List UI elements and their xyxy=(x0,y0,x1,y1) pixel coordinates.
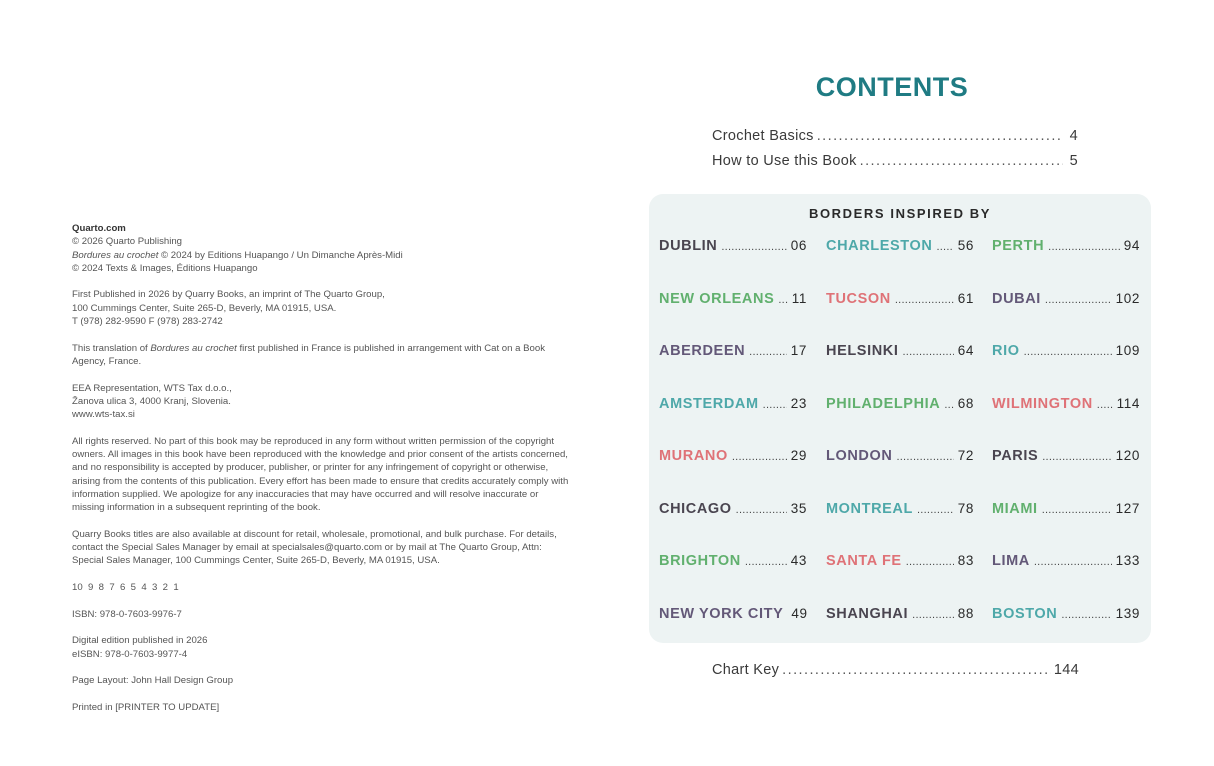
toc-entry-chart-key[interactable] xyxy=(712,662,1079,678)
dot-leader xyxy=(732,448,787,464)
dot-leader xyxy=(895,291,954,307)
rights-line: owners. All images in this book have been reproduced with the knowledge and prior consent of the artists concerned, xyxy=(72,449,568,461)
dot-leader xyxy=(944,396,953,412)
city-name: SANTA FE xyxy=(826,553,902,569)
toc-entry-how-to-use[interactable] xyxy=(712,153,1078,169)
city-page: 35 xyxy=(790,500,807,516)
dot-leader xyxy=(749,343,787,359)
dot-leader xyxy=(1061,606,1111,622)
dot-leader xyxy=(745,553,787,569)
translation-rest: first published in France is published in arrangement with Cat on a Book xyxy=(236,342,546,354)
rights-line: All rights reserved. No part of this book may be reproduced in any form without written permission of the copyright xyxy=(72,435,555,447)
original-title: Bordures au crochet xyxy=(72,249,159,261)
rights-line: information supplied. We apologize for any inaccuracies that may have occurred and will resolve inaccurate or xyxy=(72,488,539,500)
city-page: 88 xyxy=(957,605,974,621)
eea-line: EEA Representation, WTS Tax d.o.o., xyxy=(72,382,232,394)
city-name: ABERDEEN xyxy=(659,343,746,359)
city-page: 68 xyxy=(957,395,974,411)
copyright-block-digital xyxy=(72,634,572,661)
city-page: 23 xyxy=(790,395,807,411)
dot-leader xyxy=(1034,553,1112,569)
toc-entry-label: How to Use this Book xyxy=(712,153,857,169)
city-entry-aberdeen[interactable] xyxy=(659,343,807,359)
eea-address: Žanova ulica 3, 4000 Kranj, Slovenia. xyxy=(72,395,231,407)
city-entry-boston[interactable] xyxy=(992,606,1140,622)
city-page: 64 xyxy=(957,343,974,358)
copyright-page xyxy=(72,222,572,727)
city-entry-helsinki[interactable] xyxy=(826,343,974,359)
dot-leader xyxy=(817,128,1063,144)
toc-entry-page: 144 xyxy=(1053,662,1079,678)
published-phone: T (978) 282-9590 F (978) 283-2742 xyxy=(72,316,223,328)
city-name: PHILADELPHIA xyxy=(826,395,941,412)
digital-edition: Digital edition published in 2026 xyxy=(72,635,208,647)
city-page: 109 xyxy=(1115,343,1140,358)
city-name: PARIS xyxy=(992,448,1039,464)
city-entry-rio[interactable] xyxy=(992,343,1140,359)
city-entry-montreal[interactable] xyxy=(826,501,974,517)
toc-entry-page: 5 xyxy=(1069,153,1078,169)
copyright-block-published xyxy=(72,288,572,328)
city-entry-lima[interactable] xyxy=(992,553,1140,569)
city-name: BRIGHTON xyxy=(659,553,741,569)
toc-entry-page: 4 xyxy=(1069,128,1078,144)
city-entry-dublin[interactable] xyxy=(659,238,807,254)
copyright-block-layout xyxy=(72,674,572,687)
city-entry-miami[interactable] xyxy=(992,501,1140,517)
sales-line: Quarry Books titles are also available at discount for retail, wholesale, promotional, and bulk purchase. For details, xyxy=(72,528,557,540)
published-address: 100 Cummings Center, Suite 265-D, Beverly, MA 01915, USA. xyxy=(72,302,337,314)
city-entry-brighton[interactable] xyxy=(659,553,807,569)
city-name: MONTREAL xyxy=(826,500,913,517)
city-entry-charleston[interactable] xyxy=(826,238,974,254)
dot-leader xyxy=(1097,396,1113,412)
dot-leader xyxy=(896,448,953,464)
dot-leader xyxy=(736,501,787,517)
city-name: PERTH xyxy=(992,238,1045,254)
city-name: WILMINGTON xyxy=(992,395,1093,412)
dot-leader xyxy=(902,343,953,359)
city-name: AMSTERDAM xyxy=(659,395,759,412)
city-name: DUBLIN xyxy=(659,238,718,254)
original-edition-rest: © 2024 by Editions Huapango / Un Dimanche Après-Midi xyxy=(158,249,403,261)
dot-leader xyxy=(860,153,1063,169)
city-entry-amsterdam[interactable] xyxy=(659,396,807,412)
dot-leader xyxy=(1024,343,1112,359)
city-name: TUCSON xyxy=(826,290,891,307)
print-number-line: 10 9 8 7 6 5 4 3 2 1 xyxy=(72,582,179,594)
dot-leader xyxy=(778,291,787,307)
city-name: CHARLESTON xyxy=(826,238,933,254)
city-page: 83 xyxy=(957,553,974,568)
dot-leader xyxy=(782,662,1051,678)
city-name: HELSINKI xyxy=(826,343,899,359)
city-name: RIO xyxy=(992,343,1020,359)
copyright-block-isbn xyxy=(72,608,572,621)
city-page: 43 xyxy=(790,553,807,568)
dot-leader xyxy=(1045,291,1112,307)
city-entry-murano[interactable] xyxy=(659,448,807,464)
texts-images-line: © 2024 Texts & Images, Éditions Huapango xyxy=(72,262,258,274)
rights-line: arising from the contents of this publication. Every effort has been made to ensure that credits accurately comply with xyxy=(72,475,569,487)
city-name: MURANO xyxy=(659,448,728,464)
city-entry-paris[interactable] xyxy=(992,448,1140,464)
city-page: 72 xyxy=(957,448,974,463)
city-entry-london[interactable] xyxy=(826,448,974,464)
city-entry-santa-fe[interactable] xyxy=(826,553,974,569)
copyright-block-eea xyxy=(72,382,572,422)
city-page: 127 xyxy=(1115,500,1140,516)
copyright-block-printline xyxy=(72,581,572,594)
printed-in: Printed in [PRINTER TO UPDATE] xyxy=(72,701,220,713)
translation-line xyxy=(72,342,572,355)
city-name: SHANGHAI xyxy=(826,605,909,622)
city-entry-new-york-city[interactable] xyxy=(659,606,807,622)
eea-website[interactable]: www.wts-tax.si xyxy=(72,409,135,421)
city-page: 78 xyxy=(957,500,974,516)
city-name: NEW YORK CITY xyxy=(659,605,784,622)
copyright-block-intro xyxy=(72,222,572,275)
borders-inspired-by-panel xyxy=(649,194,1151,643)
dot-leader xyxy=(763,396,787,412)
rights-line: and no responsibility is accepted by producer, publisher, or printer for any infringement of copyright or otherwise, xyxy=(72,462,549,474)
translation-pre: This translation of xyxy=(72,342,151,354)
dot-leader xyxy=(917,501,954,517)
city-page: 114 xyxy=(1116,395,1140,411)
city-page: 29 xyxy=(790,448,807,463)
city-page: 139 xyxy=(1115,605,1140,621)
dot-leader xyxy=(906,553,954,569)
translation-title: Bordures au crochet xyxy=(150,342,237,354)
city-name: DUBAI xyxy=(992,290,1041,307)
copyright-block-sales xyxy=(72,528,572,568)
copyright-line: © 2026 Quarto Publishing xyxy=(72,236,183,248)
city-entry-tucson[interactable] xyxy=(826,291,974,307)
city-page: 94 xyxy=(1123,238,1140,253)
original-edition-line xyxy=(72,249,572,262)
published-line: First Published in 2026 by Quarry Books, an imprint of The Quarto Group, xyxy=(72,289,385,301)
city-entry-wilmington[interactable] xyxy=(992,396,1140,412)
rights-line: missing information in a subsequent reprinting of the book. xyxy=(72,502,321,514)
city-name: LONDON xyxy=(826,448,893,464)
city-entry-shanghai[interactable] xyxy=(826,606,974,622)
dot-leader xyxy=(1048,238,1120,254)
city-page: 61 xyxy=(957,290,974,306)
city-entry-dubai[interactable] xyxy=(992,291,1140,307)
isbn: ISBN: 978-0-7603-9976-7 xyxy=(72,608,182,620)
copyright-block-rights xyxy=(72,435,572,515)
sales-line: contact the Special Sales Manager by email at specialsales@quarto.com or by mail at The Quarto Group, Attn: xyxy=(72,542,542,554)
city-page: 102 xyxy=(1115,290,1140,306)
page-layout-credit: Page Layout: John Hall Design Group xyxy=(72,675,234,687)
city-page: 06 xyxy=(790,238,807,253)
city-entry-perth[interactable] xyxy=(992,238,1140,254)
dot-leader xyxy=(721,238,786,254)
city-name: LIMA xyxy=(992,553,1030,569)
contents-title: CONTENTS xyxy=(815,72,969,102)
toc-entry-label: Chart Key xyxy=(712,662,780,678)
copyright-block-translation xyxy=(72,342,572,369)
dot-leader xyxy=(1042,448,1111,464)
city-page: 11 xyxy=(791,290,807,306)
city-page: 120 xyxy=(1115,448,1140,463)
toc-entry-crochet-basics[interactable] xyxy=(712,128,1078,144)
dot-leader xyxy=(912,606,954,622)
translation-line-2: Agency, France. xyxy=(72,355,142,367)
city-page: 17 xyxy=(790,343,807,358)
city-name: CHICAGO xyxy=(659,500,732,517)
sales-line: Special Sales Manager, 100 Cummings Center, Suite 265-D, Beverly, MA 01915, USA. xyxy=(72,555,440,567)
publisher-website[interactable]: Quarto.com xyxy=(72,223,126,234)
city-entry-philadelphia[interactable] xyxy=(826,396,974,412)
city-name: MIAMI xyxy=(992,500,1038,517)
eisbn: eISBN: 978-0-7603-9977-4 xyxy=(72,648,188,660)
city-page: 49 xyxy=(791,605,808,621)
city-entry-chicago[interactable] xyxy=(659,501,807,517)
city-page: 133 xyxy=(1115,553,1140,568)
dot-leader xyxy=(1042,501,1112,517)
dot-leader xyxy=(936,238,953,254)
copyright-block-printed xyxy=(72,701,572,714)
borders-heading: BORDERS INSPIRED BY xyxy=(808,206,992,221)
city-name: BOSTON xyxy=(992,605,1058,622)
city-page: 56 xyxy=(957,238,974,253)
city-name: NEW ORLEANS xyxy=(659,290,775,307)
toc-entry-label: Crochet Basics xyxy=(712,128,814,144)
city-entry-new-orleans[interactable] xyxy=(659,291,807,307)
